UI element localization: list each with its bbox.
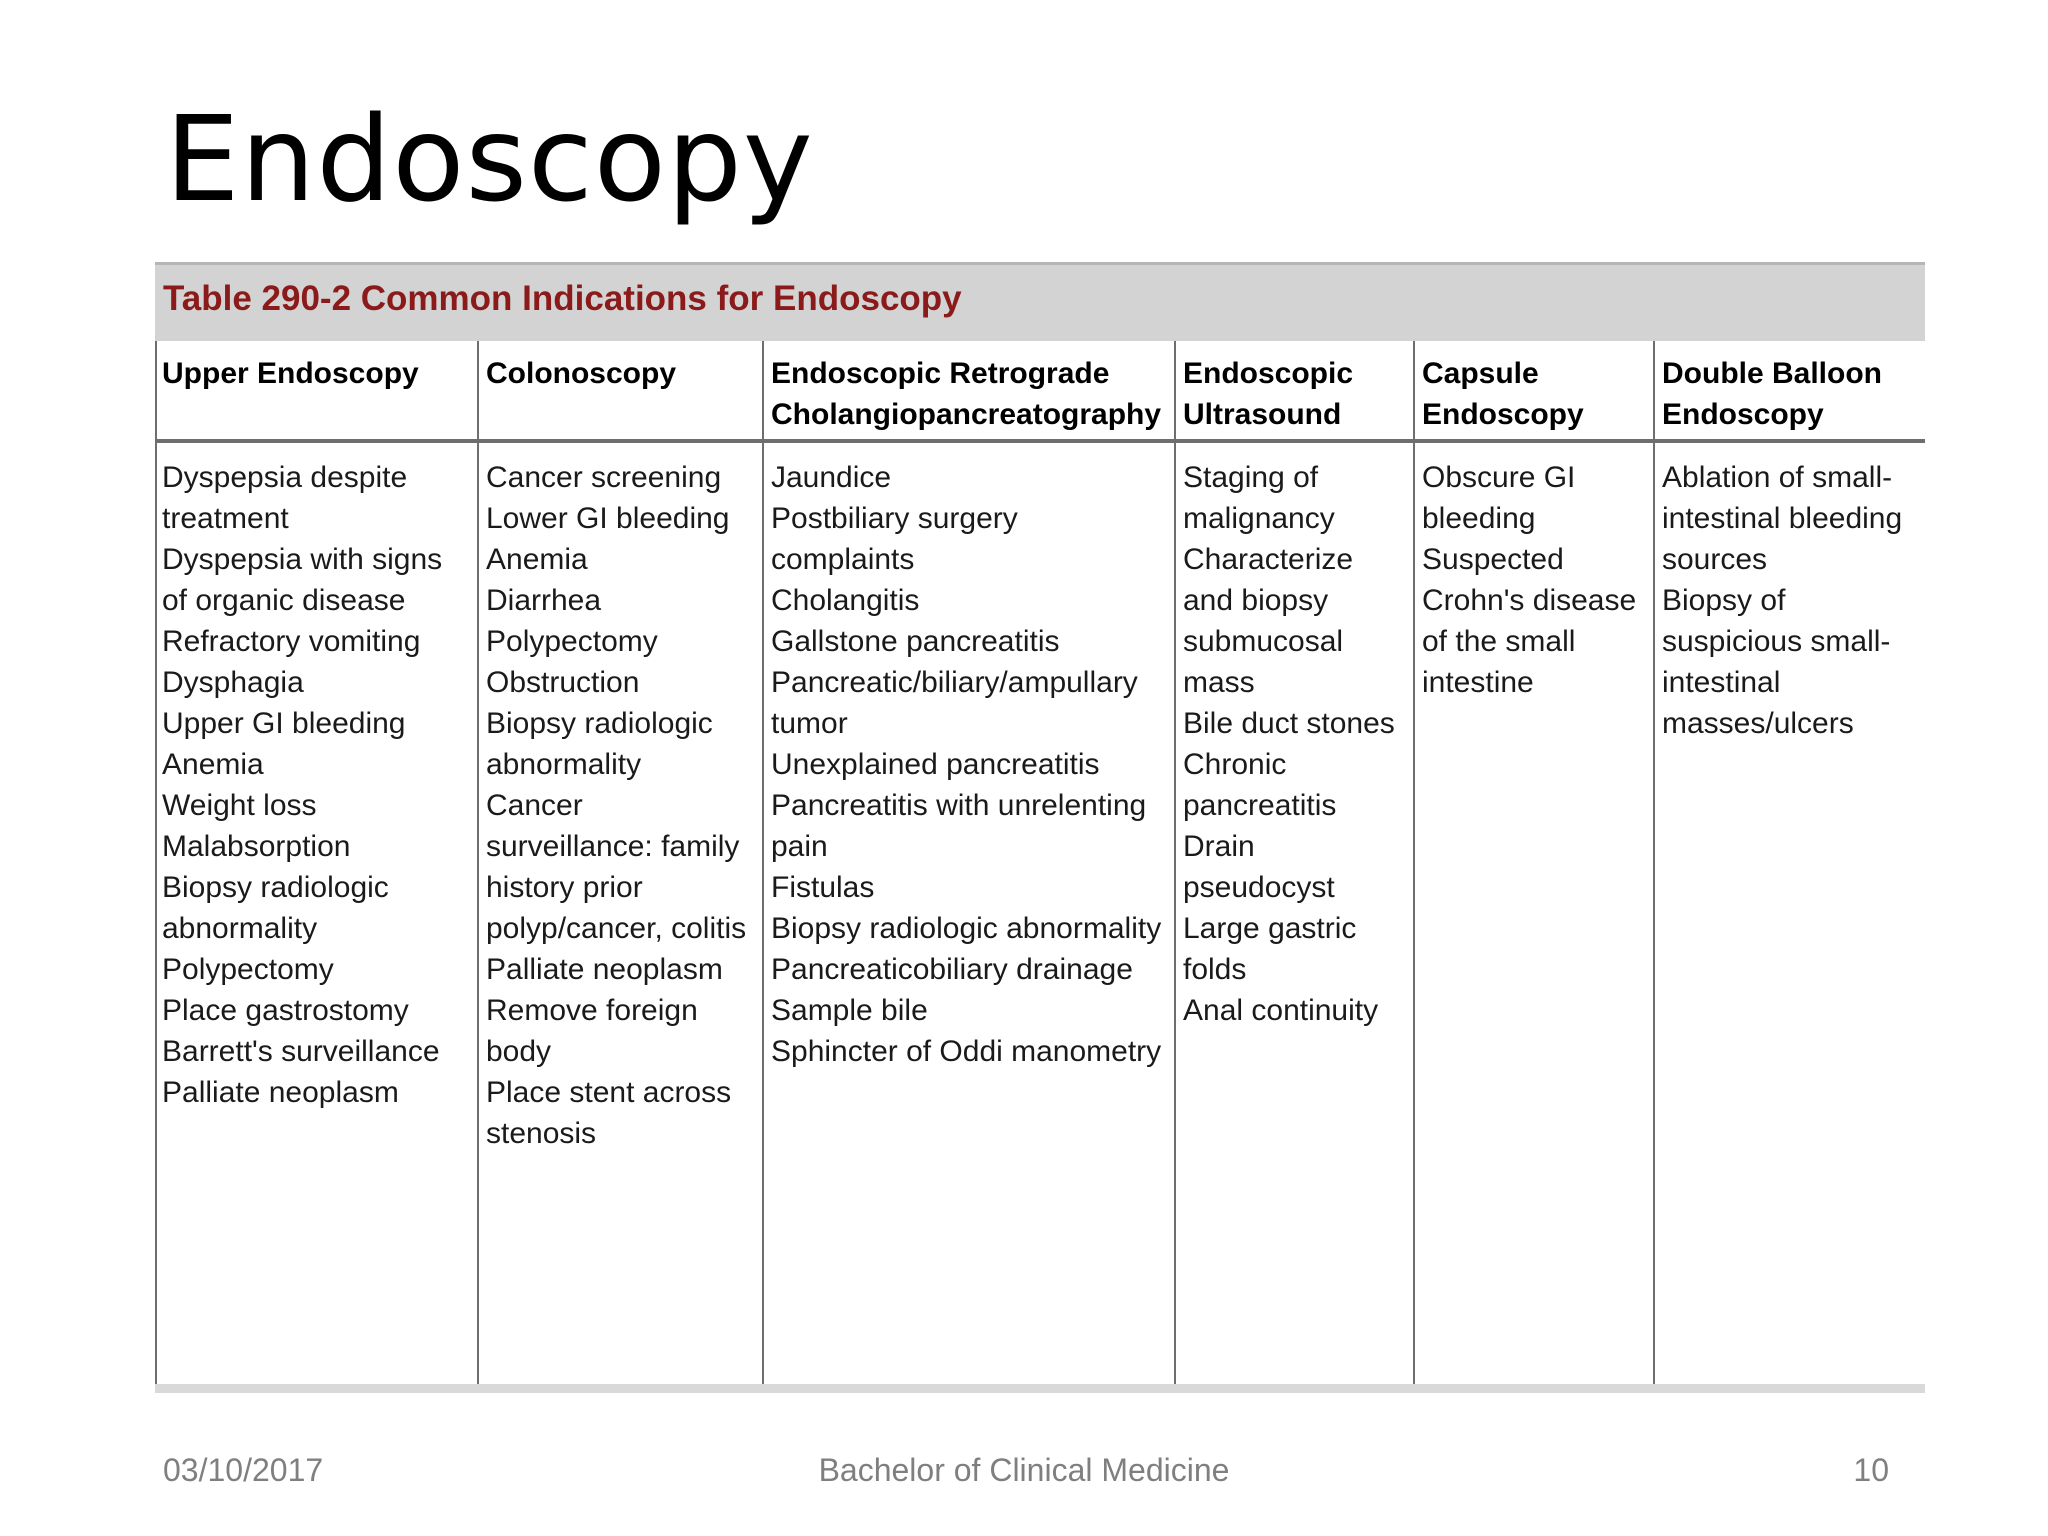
list-item: Weight loss <box>162 789 317 822</box>
list-item: Palliate neoplasm <box>486 953 723 986</box>
list-item: Unexplained pancreatitis <box>771 748 1100 781</box>
list-item: Place stent across stenosis <box>486 1076 732 1150</box>
list-item: Biopsy radiologic abnormality <box>486 707 713 781</box>
column-ercp <box>764 443 1176 1384</box>
list-item: Polypectomy <box>162 953 334 986</box>
footer-course-name: Bachelor of Clinical Medicine <box>818 1452 1230 1488</box>
list-item: Ablation of small-intestinal bleeding sources <box>1662 461 1903 576</box>
list-item: Biopsy radiologic abnormality <box>771 912 1162 945</box>
list-item: Upper GI bleeding <box>162 707 406 740</box>
list-item: Fistulas <box>771 871 875 904</box>
column-endoscopic-ultrasound <box>1176 443 1415 1384</box>
list-item: Dyspepsia with signs of organic disease <box>162 543 443 617</box>
list-item: Sample bile <box>771 994 928 1027</box>
column-colonoscopy <box>479 443 764 1384</box>
column-header-endoscopic-ultrasound: Endoscopic Ultrasound <box>1176 341 1415 443</box>
footer-page-number: 10 <box>1853 1452 1889 1488</box>
list-item: Characterize and biopsy submucosal mass <box>1183 543 1354 699</box>
list-item: Anemia <box>162 748 264 781</box>
table-bottom-bar <box>155 1384 1925 1393</box>
list-item: Refractory vomiting <box>162 625 421 658</box>
list-item: Dysphagia <box>162 666 304 699</box>
list-item: Pancreatitis with unrelenting pain <box>771 789 1147 863</box>
list-item: Cholangitis <box>771 584 920 617</box>
list-item: Cancer screening <box>486 461 722 494</box>
list-item: Remove foreign body <box>486 994 698 1068</box>
column-header-ercp: Endoscopic Retrograde Cholangiopancreatography <box>764 341 1176 443</box>
column-header-upper-endoscopy: Upper Endoscopy <box>155 341 479 443</box>
list-item: Diarrhea <box>486 584 602 617</box>
footer-date: 03/10/2017 <box>163 1452 324 1488</box>
list-item: Cancer surveillance: family history prior polyp/cancer, colitis <box>486 789 747 945</box>
list-item: Sphincter of Oddi manometry <box>771 1035 1162 1068</box>
column-header-colonoscopy: Colonoscopy <box>479 341 764 443</box>
table-caption-bar <box>155 262 1925 341</box>
list-item: Pancreaticobiliary drainage <box>771 953 1133 986</box>
column-upper-endoscopy <box>155 443 479 1384</box>
list-item: Obstruction <box>486 666 640 699</box>
list-item: Staging of malignancy <box>1183 461 1335 535</box>
list-item: Chronic pancreatitis <box>1183 748 1337 822</box>
list-item: Biopsy radiologic abnormality <box>162 871 389 945</box>
list-item: Lower GI bleeding <box>486 502 730 535</box>
column-double-balloon-endoscopy <box>1655 443 1925 1384</box>
list-item: Bile duct stones <box>1183 707 1395 740</box>
column-header-capsule-endoscopy: Capsule Endoscopy <box>1415 341 1655 443</box>
list-item: Large gastric folds <box>1183 912 1357 986</box>
list-item: Biopsy of suspicious small-intestinal masses/ulcers <box>1662 584 1891 740</box>
slide-title: Endoscopy <box>165 90 814 228</box>
list-item: Anemia <box>486 543 588 576</box>
list-item: Malabsorption <box>162 830 351 863</box>
indications-table <box>155 262 1925 1402</box>
table-grid <box>155 341 1925 1384</box>
list-item: Pancreatic/biliary/ampullary tumor <box>771 666 1138 740</box>
list-item: Palliate neoplasm <box>162 1076 399 1109</box>
list-item: Dyspepsia despite treatment <box>162 461 408 535</box>
list-item: Drain pseudocyst <box>1183 830 1335 904</box>
list-item: Jaundice <box>771 461 892 494</box>
list-item: Obscure GI bleeding <box>1422 461 1576 535</box>
list-item: Gallstone pancreatitis <box>771 625 1060 658</box>
list-item: Barrett's surveillance <box>162 1035 440 1068</box>
table-caption: Table 290-2 Common Indications for Endoscopy <box>163 279 962 318</box>
list-item: Suspected Crohn's disease of the small intestine <box>1422 543 1637 699</box>
list-item: Polypectomy <box>486 625 658 658</box>
column-header-double-balloon-endoscopy: Double Balloon Endoscopy <box>1655 341 1925 443</box>
column-capsule-endoscopy <box>1415 443 1655 1384</box>
list-item: Postbiliary surgery complaints <box>771 502 1018 576</box>
list-item: Anal continuity <box>1183 994 1379 1027</box>
list-item: Place gastrostomy <box>162 994 409 1027</box>
